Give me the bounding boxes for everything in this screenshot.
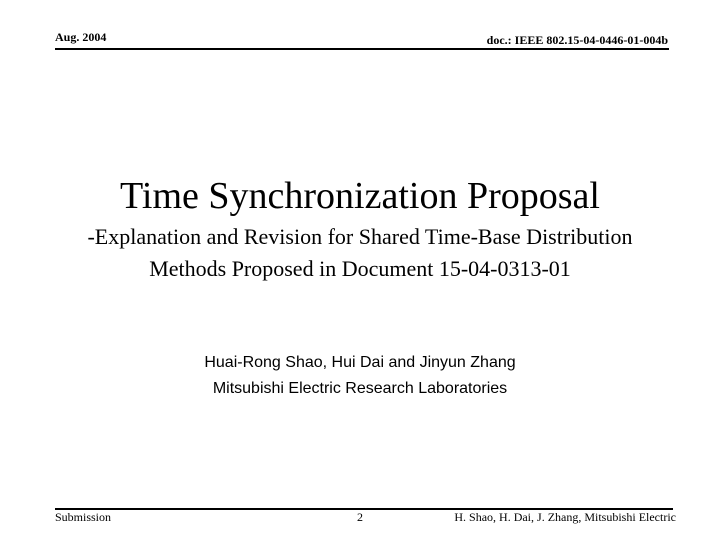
slide-title: Time Synchronization Proposal xyxy=(120,175,600,217)
subtitle-line-2: Methods Proposed in Document 15-04-0313-01 xyxy=(149,256,571,281)
slide-subtitle xyxy=(40,221,680,285)
subtitle-line-1: -Explanation and Revision for Shared Time-Base Distribution xyxy=(87,224,633,249)
footer-submission: Submission xyxy=(55,510,112,524)
footer-authors: H. Shao, H. Dai, J. Zhang, Mitsubishi Electric xyxy=(454,510,676,524)
header-divider xyxy=(55,48,669,50)
header-doc-id: doc.: IEEE 802.15-04-0446-01-004b xyxy=(486,33,668,47)
page-number: 2 xyxy=(357,510,363,524)
header-date: Aug. 2004 xyxy=(55,30,107,44)
author-names: Huai-Rong Shao, Hui Dai and Jinyun Zhang xyxy=(204,354,516,371)
author-affiliation: Mitsubishi Electric Research Laboratories xyxy=(212,380,508,397)
author-block xyxy=(0,350,720,402)
